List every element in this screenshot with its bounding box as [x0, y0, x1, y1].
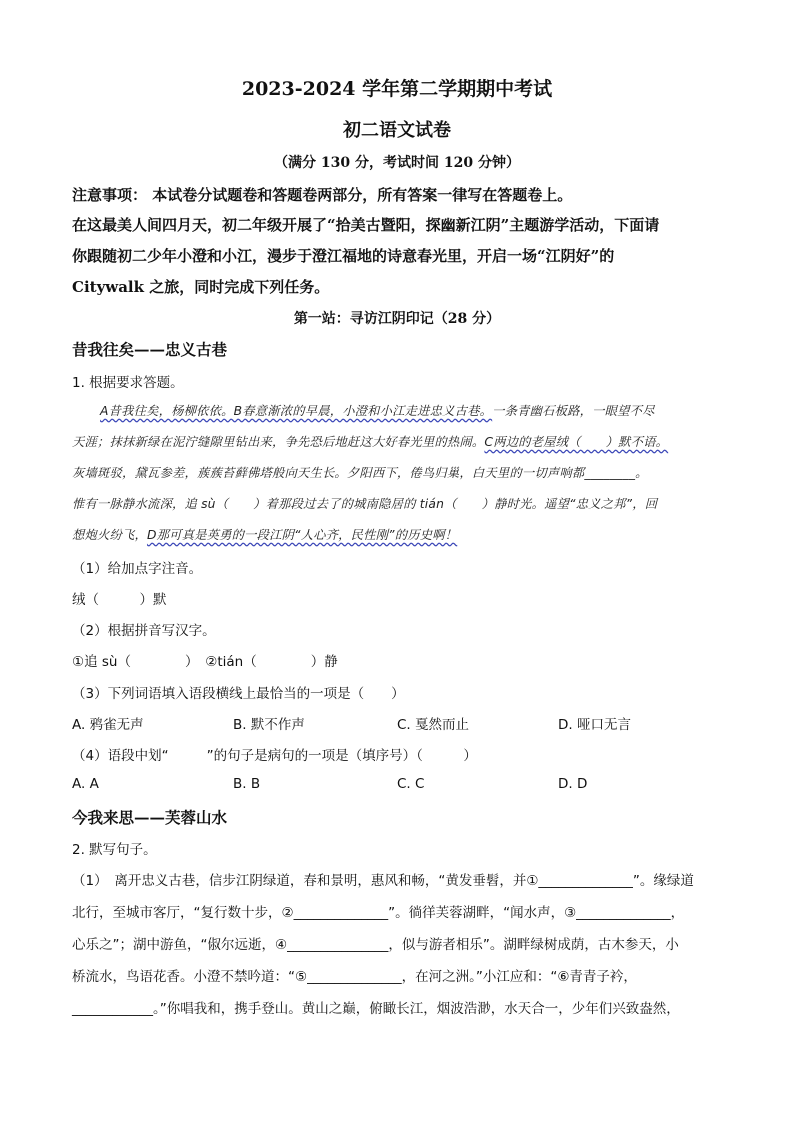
wavy-line-marker: [169, 748, 207, 764]
q1-sub4-option-b: B. B: [233, 776, 261, 792]
notice-text: 本试卷分试题卷和答题卷两部分，所有答案一律写在答题卷上。: [152, 186, 573, 204]
section-2-title: 今我来思——芙蓉山水: [72, 808, 228, 827]
q2-line-5: ____________。”你唱我和，携手登山。黄山之巅，俯瞰长江，烟波浩渺，水天合一，少年们兴致盎然，: [72, 1001, 680, 1017]
notice-label: 注意事项：: [72, 186, 148, 204]
q1-sub3: （3）下列词语填入语段横线上最恰当的一项是（ ）: [72, 686, 405, 702]
sentence-a-b: A昔我往矣，杨柳依依。B春意渐浓的早晨，小澄和小江走进忠义古巷。: [100, 404, 493, 418]
sentence-d: D那可真是英勇的一段江阴“人心齐，民性刚”的历史啊！: [146, 528, 458, 542]
intro-line-1: 在这最美人间四月天，初二年级开展了“拾美古暨阳，探幽新江阴”主题游学活动，下面请: [72, 216, 660, 234]
q1-sub3-option-a: A. 鸦雀无声: [72, 717, 144, 733]
q2-stem: 2. 默写句子。: [72, 842, 157, 858]
station-1-title: 第一站：寻访江阴印记（28 分）: [293, 311, 501, 327]
q1-sub4-option-d: D. D: [558, 776, 588, 792]
exam-subtitle: 初二语文试卷: [343, 120, 451, 141]
q1-sub3-option-d: D. 哑口无言: [558, 717, 631, 733]
q1-sub4-text-a: （4）语段中划“: [72, 748, 169, 764]
score-time-note: （满分 130 分，考试时间 120 分钟）: [274, 155, 520, 171]
q1-stem: 1. 根据要求答题。: [72, 375, 184, 391]
q2-line-1: （1） 离开忠义古巷，信步江阴绿道，春和景明，惠风和畅，“黄发垂髫，并①______________”。缘绿道: [72, 873, 694, 889]
intro-line-3: Citywalk 之旅，同时完成下列任务。: [72, 278, 330, 296]
q1-sub1-answer: 绒（ ）默: [72, 592, 167, 608]
q1-sub4-option-a: A. A: [72, 776, 99, 792]
section-1-title: 昔我往矣——忠义古巷: [72, 340, 228, 359]
notice-line: [72, 184, 572, 205]
passage-line-4: 惟有一脉静水流深，追 sù（ ）着那段过去了的城南隐居的 tián（ ）静时光。遥望“忠义之邦”，回: [72, 497, 658, 511]
passage-line-2-text: 天涯；抹抹新绿在泥泞缝隙里钻出来，争先恐后地赶这大好春光里的热闹。: [72, 435, 485, 449]
sentence-c: C两边的老屋绒（ ）默不语。: [484, 435, 669, 449]
passage-line-5: [72, 525, 457, 543]
q2-line-3: 心乐之”；湖中游鱼，“俶尔远逝，④_______________，似与游者相乐”。湖畔绿树成荫，古木参天，小: [72, 937, 679, 953]
passage-line-5-text: 想炮火纷飞，: [72, 528, 147, 542]
q1-sub4-option-c: C. C: [397, 776, 425, 792]
q1-sub4-text-b: ”的句子是病句的一项是（填序号）（ ）: [206, 748, 477, 764]
passage-line-1: [100, 401, 655, 419]
q1-sub4: [72, 744, 477, 764]
q1-sub3-option-c: C. 戛然而止: [397, 717, 470, 733]
q1-sub2-answer: ①追 sù（ ） ②tián（ ）静: [72, 654, 338, 670]
q1-sub2: （2）根据拼音写汉字。: [72, 623, 216, 639]
q1-sub3-option-b: B. 默不作声: [233, 717, 305, 733]
passage-line-2: [72, 432, 668, 450]
q1-sub1: （1）给加点字注音。: [72, 561, 203, 577]
intro-line-2: 你跟随初二少年小澄和小江，漫步于澄江福地的诗意春光里，开启一场“江阴好”的: [72, 247, 615, 265]
q2-line-2: 北行，至城市客厅，“复行数十步，②______________”。徜徉芙蓉湖畔，“闻水声，③______________，: [72, 905, 685, 921]
exam-title: 2023-2024 学年第二学期期中考试: [241, 78, 553, 100]
passage-line-3: 灰墙斑驳，黛瓦参差，蔟蔟苔藓佛塔般向天生长。夕阳西下，倦鸟归巢，白天里的一切声响都________。: [72, 466, 648, 480]
q2-line-4: 桥流水，鸟语花香。小澄不禁吟道：“⑤______________，在河之洲。”小江应和：“⑥青青子衿，: [72, 969, 637, 985]
passage-line-1-rest: 一条青幽石板路，一眼望不尽: [492, 404, 655, 418]
